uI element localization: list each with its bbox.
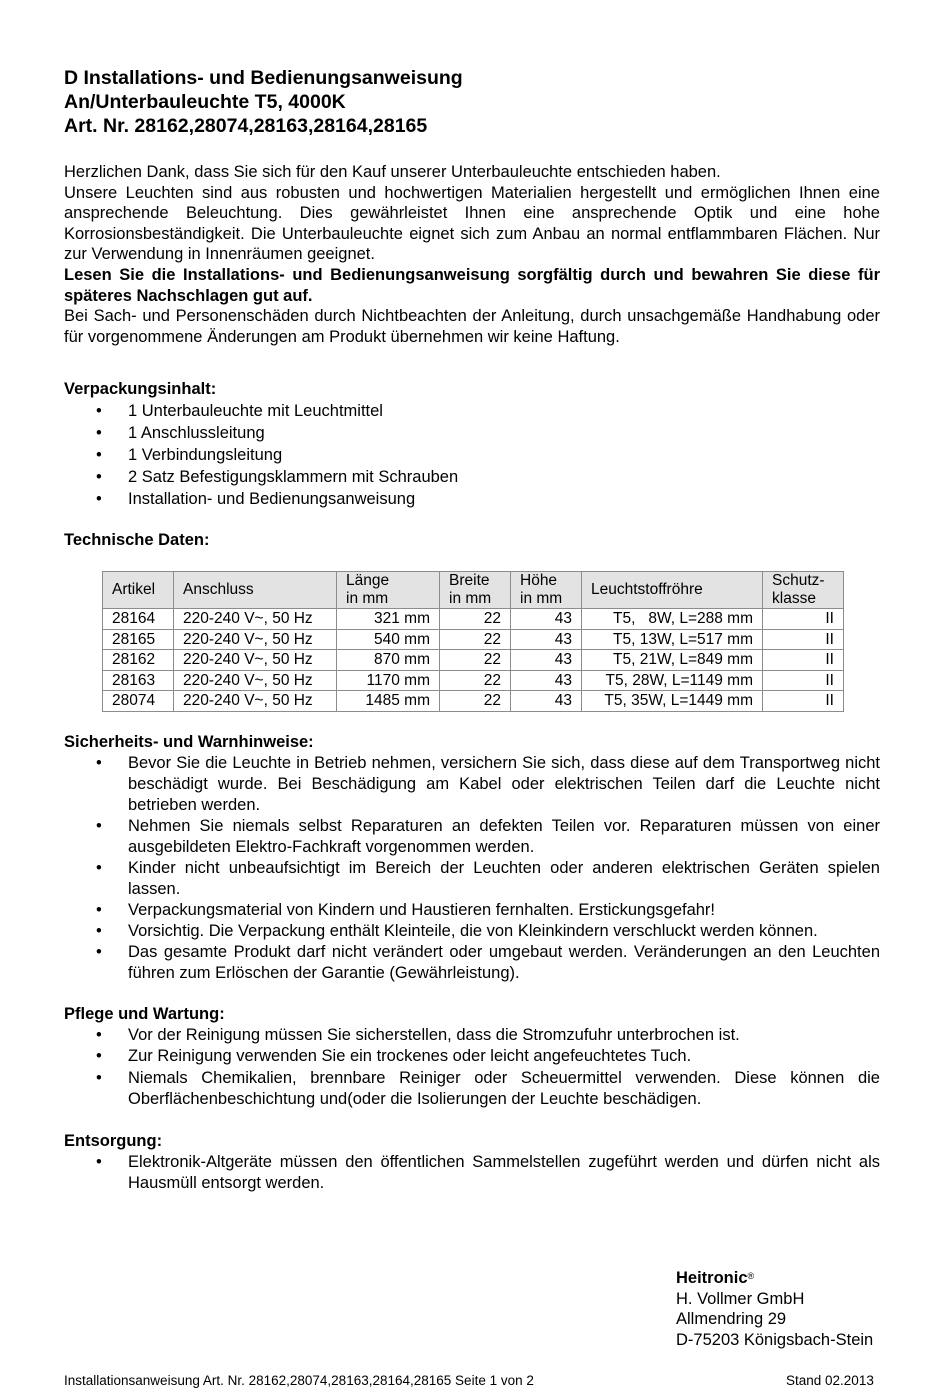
company-line-1: H. Vollmer GmbH [676,1289,805,1308]
title-line-2: An/Unterbauleuchte T5, 4000K [64,91,346,113]
cell-anschluss: 220-240 V~, 50 Hz [174,609,337,630]
bullet-icon: • [96,753,102,772]
cell-roehre: T5, 28W, L=1149 mm [582,670,763,691]
cell-laenge: 540 mm [337,629,440,650]
list-item [64,858,880,900]
company-address [676,1268,873,1350]
registered-mark: ® [747,1271,755,1281]
bullet-icon: • [96,1047,102,1066]
list-item [64,1068,880,1111]
packaging-section [64,379,880,510]
list-item-text: 2 Satz Befestigungsklammern mit Schrauben [128,468,459,487]
title-line-1: D Installations- und Bedienungsanweisung [64,67,463,89]
company-name: Heitronic® [676,1269,755,1287]
bullet-icon: • [96,1025,102,1044]
table-header-row [103,572,844,609]
document-title [64,66,880,138]
cell-schutz: II [763,670,844,691]
bullet-icon: • [96,816,102,835]
list-item-text: Bevor Sie die Leuchte in Betrieb nehmen, versichern Sie sich, dass diese auf dem Transportweg nicht beschädigt wurde. Bei Beschädigung am Kabel oder elektrischen Teilen darf die Leuchte nicht betrieben werden. [128,753,880,814]
table-row [103,609,844,630]
cell-hoehe: 43 [511,691,582,712]
list-item-text: 1 Unterbauleuchte mit Leuchtmittel [128,402,383,421]
col-header-hoehe: Höhe in mm [511,572,582,609]
footer-date: Stand 02.2013 [786,1373,874,1388]
cell-artikel: 28163 [103,670,174,691]
list-item-text: Zur Reinigung verwenden Sie ein trockenes oder leicht angefeuchtetes Tuch. [128,1047,692,1066]
list-item-text: Das gesamte Produkt darf nicht verändert oder umgebaut werden. Veränderungen an den Leuchten führen zum Erlöschen der Garantie (Gewährleistung). [128,942,880,982]
list-item-text: Installation- und Bedienungsanweisung [128,490,416,509]
technical-data-section [64,530,880,712]
cell-breite: 22 [440,691,511,712]
cell-hoehe: 43 [511,670,582,691]
cell-anschluss: 220-240 V~, 50 Hz [174,629,337,650]
disposal-section [64,1131,880,1195]
list-item-text: 1 Verbindungsleitung [128,446,283,465]
cell-laenge: 1485 mm [337,691,440,712]
intro-liability: Bei Sach- und Personenschäden durch Nichtbeachten der Anleitung, durch unsachgemäße Handhabung oder für vorgenommene Änderungen am Produkt übernehmen wir keine Haftung. [64,307,880,346]
list-item [64,1025,880,1047]
disposal-list [64,1152,880,1195]
bullet-icon: • [96,1068,102,1087]
list-item [64,444,880,466]
cell-breite: 22 [440,629,511,650]
company-street: Allmendring 29 [676,1310,787,1328]
list-item-text: Elektronik-Altgeräte müssen den öffentlichen Sammelstellen zugeführt werden und dürfen nicht als Hausmüll entsorgt werden. [128,1152,880,1193]
company-city: D-75203 Königsbach-Stein [676,1330,874,1349]
cell-breite: 22 [440,650,511,671]
cell-roehre: T5, 35W, L=1449 mm [582,691,763,712]
cell-laenge: 1170 mm [337,670,440,691]
list-item [64,422,880,444]
list-item [64,753,880,816]
safety-list [64,753,880,984]
bullet-icon: • [96,858,102,877]
cell-anschluss: 220-240 V~, 50 Hz [174,691,337,712]
cell-laenge: 870 mm [337,650,440,671]
intro-section [64,162,880,347]
cell-artikel: 28165 [103,629,174,650]
packaging-heading: Verpackungsinhalt: [64,380,217,399]
list-item-text: Nehmen Sie niemals selbst Reparaturen an defekten Teilen vor. Reparaturen müssen von einer ausgebildeten Elektro-Fachkraft vorgenommen werden. [128,816,880,856]
safety-section [64,732,880,984]
cell-roehre: T5, 21W, L=849 mm [582,650,763,671]
intro-read-notice: Lesen Sie die Installations- und Bedienungsanweisung sorgfältig durch und bewahren Sie diese für späteres Nachschlagen gut auf. [64,265,880,305]
bullet-icon: • [96,490,102,509]
list-item-text: 1 Anschlussleitung [128,424,265,443]
cell-artikel: 28164 [103,609,174,630]
footer-document-info: Installationsanweisung Art. Nr. 28162,28074,28163,28164,28165 Seite 1 von 2 [64,1373,534,1388]
cell-roehre: T5, 8W, L=288 mm [582,609,763,630]
technical-data-heading: Technische Daten: [64,531,210,550]
technical-data-body [103,609,844,712]
bullet-icon: • [96,402,102,421]
list-item [64,942,880,984]
bullet-icon: • [96,942,102,961]
list-item [64,900,880,921]
list-item-text: Vor der Reinigung müssen Sie sicherstellen, dass die Stromzufuhr unterbrochen ist. [128,1025,740,1044]
table-row [103,629,844,650]
list-item [64,816,880,858]
list-item [64,488,880,510]
cell-roehre: T5, 13W, L=517 mm [582,629,763,650]
cell-schutz: II [763,609,844,630]
col-header-anschluss: Anschluss [174,572,337,609]
bullet-icon: • [96,900,102,919]
cell-hoehe: 43 [511,629,582,650]
care-heading: Pflege und Wartung: [64,1004,225,1023]
table-row [103,650,844,671]
document-page [64,66,880,1195]
bullet-icon: • [96,424,102,443]
care-list [64,1025,880,1111]
cell-hoehe: 43 [511,650,582,671]
bullet-icon: • [96,1152,102,1171]
col-header-artikel: Artikel [103,572,174,609]
list-item [64,1046,880,1068]
col-header-schutzklasse: Schutz- klasse [763,572,844,609]
intro-description: Unsere Leuchten sind aus robusten und hochwertigen Materialien hergestellt und ermöglichen Ihnen eine ansprechende Beleuchtung. Dies gewährleistet Ihnen eine ansprechende Optik und eine hohe Korrosionsbeständigkeit. Die Unterbauleuchte eignet sich zum Anbau an normal entflammbaren Flächen. Nur zur Verwendung in Innenräumen geeignet. [64,183,880,264]
cell-breite: 22 [440,670,511,691]
cell-anschluss: 220-240 V~, 50 Hz [174,650,337,671]
cell-anschluss: 220-240 V~, 50 Hz [174,670,337,691]
cell-schutz: II [763,691,844,712]
list-item-text: Vorsichtig. Die Verpackung enthält Kleinteile, die von Kleinkindern verschluckt werden können. [128,921,818,940]
list-item-text: Kinder nicht unbeaufsichtigt im Bereich der Leuchten oder anderen elektrischen Geräten spielen lassen. [128,858,880,898]
cell-laenge: 321 mm [337,609,440,630]
col-header-laenge: Länge in mm [337,572,440,609]
cell-schutz: II [763,650,844,671]
list-item-text: Verpackungsmaterial von Kindern und Haustieren fernhalten. Erstickungsgefahr! [128,900,716,919]
list-item [64,921,880,942]
cell-artikel: 28162 [103,650,174,671]
list-item [64,1152,880,1195]
title-line-3: Art. Nr. 28162,28074,28163,28164,28165 [64,115,428,137]
safety-heading: Sicherheits- und Warnhinweise: [64,732,314,751]
bullet-icon: • [96,468,102,487]
cell-breite: 22 [440,609,511,630]
table-row [103,691,844,712]
cell-artikel: 28074 [103,691,174,712]
col-header-breite: Breite in mm [440,572,511,609]
care-section [64,1004,880,1111]
bullet-icon: • [96,921,102,940]
col-header-leuchtstoffroehre: Leuchtstoffröhre [582,572,763,609]
intro-thanks: Herzlichen Dank, dass Sie sich für den Kauf unserer Unterbauleuchte entschieden haben. [64,163,721,181]
packaging-list [64,400,880,510]
list-item-text: Niemals Chemikalien, brennbare Reiniger oder Scheuermittel verwenden. Diese können die Oberflächenbeschichtung und(oder die Isolierungen der Leuchte beschädigen. [128,1068,880,1109]
disposal-heading: Entsorgung: [64,1131,163,1150]
cell-hoehe: 43 [511,609,582,630]
table-row [103,670,844,691]
cell-schutz: II [763,629,844,650]
technical-data-table [102,571,844,712]
bullet-icon: • [96,446,102,465]
list-item [64,400,880,422]
list-item [64,466,880,488]
